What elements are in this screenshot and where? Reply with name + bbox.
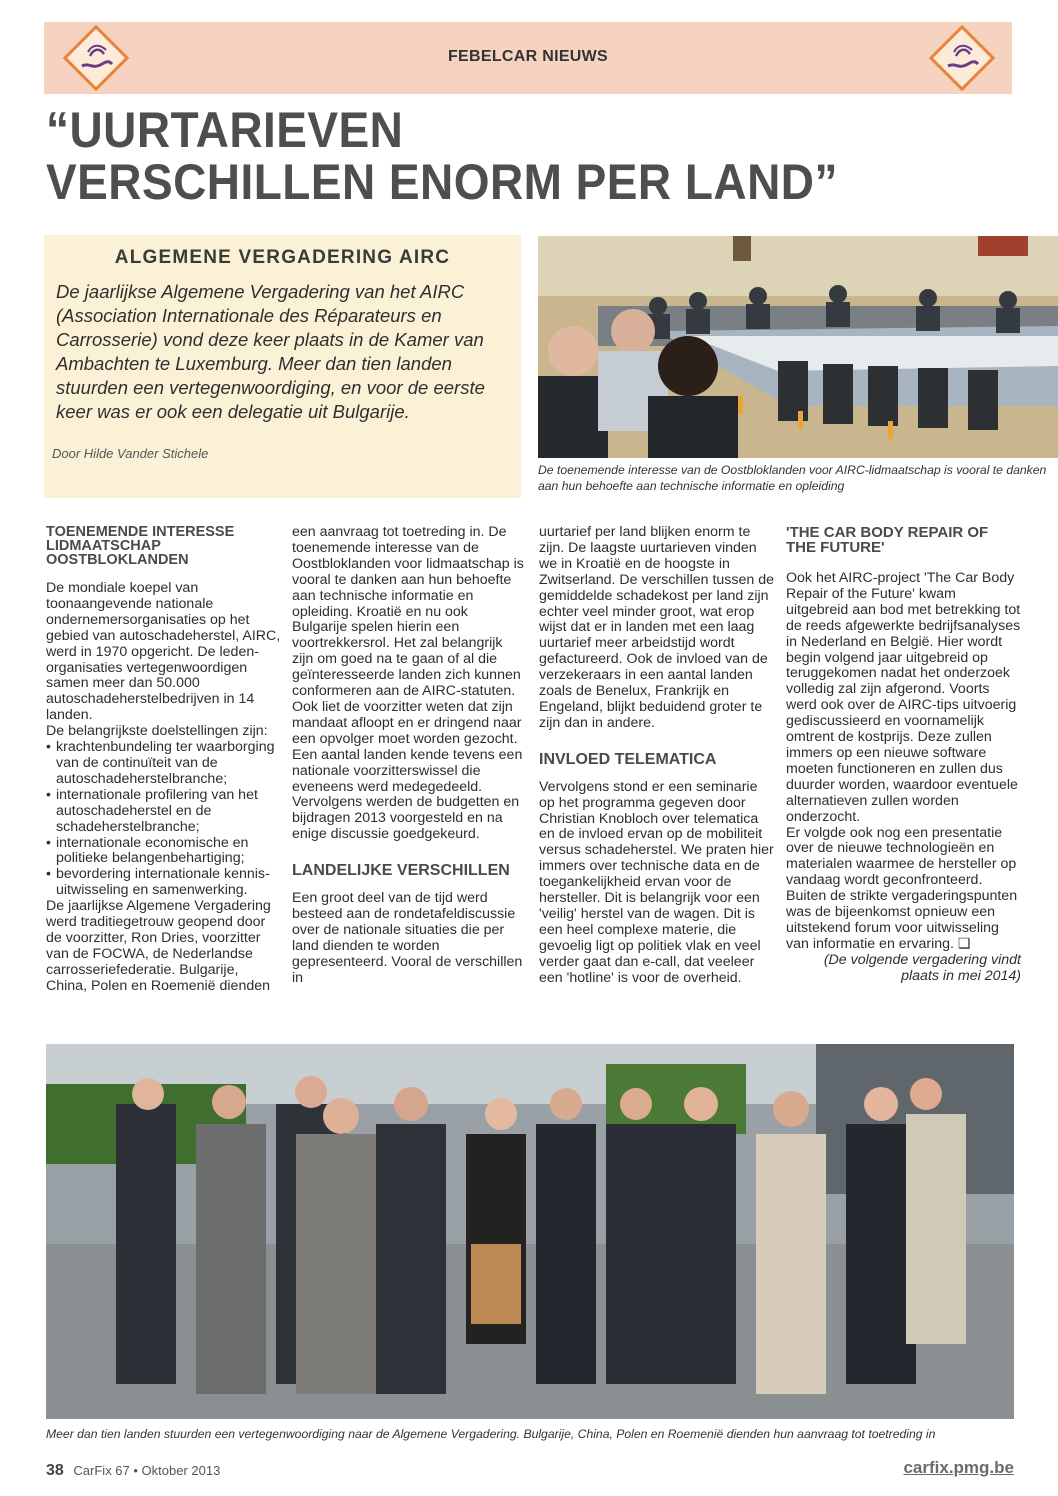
article-headline	[46, 104, 929, 208]
column-2	[292, 525, 527, 986]
col4-paragraph-2: Er volgde ook nog een presentatie over de nieuwe technologieën en materialen waarmee de hersteller op vandaag wordt geconfronteerd. Buiten de strikte vergaderingspunten was de bijeenkomst opnieuw een uitstekend forum voor uitwisseling van informatie en ervaring. ❑	[786, 824, 1018, 952]
group-photo	[46, 1044, 1014, 1419]
list-item: • internationale economische en politieke belangenbehartiging;	[46, 836, 281, 868]
top-photo-caption: De toenemende interesse van de Oostbloklanden voor AIRC-lidmaatschap is vooral te danken aan hun behoefte aan technische informatie en opleiding	[538, 463, 1047, 493]
next-meeting-note: (De volgende vergadering vindt plaats in mei 2014)	[823, 951, 1021, 984]
intro-title: ALGEMENE VERGADERING AIRC	[114, 247, 451, 268]
headline-line-1: “UURTARIEVEN	[46, 102, 404, 158]
list-item: • bevordering internationale kennis-uitwisseling en samenwerking.	[46, 867, 281, 899]
section-header	[44, 22, 1012, 94]
airc-logo-right	[926, 22, 998, 94]
col2-paragraph-2: Een groot deel van de tijd werd besteed aan de rondetafeldiscussie over de nationale situaties die per land dienden te worden gepresenteerd. Vooral de verschillen in	[292, 890, 523, 986]
website-link[interactable]: carfix.pmg.be	[903, 1458, 1014, 1477]
col4-paragraph-1: Ook het AIRC-project 'The Car Body Repair of the Future' kwam uitgebreid aan bod met betrekking tot de reeds afgewerkte bedrijfsanalyses in Nederland en België. Hier wordt begin volgend jaar uitgebreid op teruggekomen nadat het onderzoek volledig zal zijn afgerond. Voorts werd ook over de AIRC-tips uitvoerig gediscussieerd en voornamelijk omtrent de kostprijs. Deze zullen immers op een nieuwe software moeten functioneren en zullen dus duurder worden, waardoor eventuele alternatieven zullen worden onderzocht.	[786, 570, 1021, 825]
intro-text: De jaarlijkse Algemene Vergadering van het AIRC (Association Internationale des Réparateurs en Carrosserie) vond deze keer plaats in de Kamer van Ambachten te Luxemburg. Meer dan tien landen stuurden een vertegenwoordiging, en voor de eerste keer was er ook een delegatie uit Bulgarije.	[56, 281, 485, 422]
objectives-list	[46, 740, 281, 899]
column-3	[539, 525, 774, 986]
col3-paragraph-1: uurtarief per land blijken enorm te zijn. De laagste uurtarieven vinden we in Kroatië en de hoogste in Zwitserland. De verschillen tussen de gemiddelde schadekost per land zijn echter veel minder groot, wat erop wijst dat er in landen met een laag uurtarief meer arbeidstijd wordt gefactureerd. Ook de invloed van de verzekeraars in een aantal landen zoals de Benelux, Frankrijk en Engeland, blijkt beduidend groter te zijn dan in andere.	[539, 524, 774, 731]
col1-paragraph-1: De mondiale koepel van toonaangevende nationale ondernemersorganisaties op het gebied van autoschadeherstel, AIRC, werd in 1970 opgericht. De leden-organisaties vertegenwoordigen samen meer dan 50.000 autoschadeherstelbedrijven in 14 landen.	[46, 580, 281, 724]
col1-paragraph-3: De jaarlijkse Algemene Vergadering werd traditiegetrouw geopend door de voorzitter, Ron Dries, voorzitter van de FOCWA, de Nederlandse carrosseriefederatie. Bulgarije, China, Polen en Roemenië dienden	[46, 898, 271, 994]
column-4	[786, 525, 1021, 985]
col1-heading: TOENEMENDE INTERESSE LIDMAATSCHAP OOSTBLOKLANDEN	[46, 524, 235, 568]
col1-paragraph-2: De belangrijkste doelstellingen zijn:	[46, 723, 268, 740]
page-number: 38	[46, 1462, 64, 1479]
col2-paragraph-1: een aanvraag tot toetreding in. De toenemende interesse van de Oostbloklanden voor lidmaatschap is vooral te danken aan hun behoefte aan technische informatie en opleiding. Kroatië en nu ook Bulgarije spelen hierin een voortrekkersrol. Het zal belangrijk zijn om goed na te gaan of al die geïnteresseerde landen zich kunnen conformeren aan de AIRC-statuten. Ook liet de voorzitter weten dat zijn mandaat afloopt en er dringend naar een opvolger moet worden gezocht. Een aantal landen kende tevens een nationale voorzitterswissel die eveneens werd medegedeeld. Vervolgens werden de budgetten en bijdragen 2013 voorgesteld en na enige discussie goedgekeurd.	[292, 524, 524, 843]
column-1	[46, 525, 281, 995]
meeting-room-photo	[538, 236, 1058, 458]
byline: Door Hilde Vander Stichele	[52, 446, 209, 461]
issue-info: CarFix 67 • Oktober 2013	[73, 1463, 221, 1478]
col3-heading: INVLOED TELEMATICA	[539, 750, 717, 768]
col3-paragraph-2: Vervolgens stond er een seminarie op het programma gegeven door Christian Knobloch over telematica en de invloed ervan op de mobiliteit versus schadeherstel. We praten hier immers over technische data en de toegankelijkheid ervan voor de hersteller. Dit is belangrijk voor een 'veilig' herstel van de wagen. Dit is een heel complexe materie, die gevoelig ligt op politiek vlak en veel verder gaat dan e-call, dat veeleer een 'hotline' is voor de overheid.	[539, 778, 774, 986]
group-photo-caption: Meer dan tien landen stuurden een vertegenwoordiging naar de Algemene Vergadering. Bulgarije, China, Polen en Roemenië dienden hun aanvraag tot toetreding in	[46, 1427, 936, 1441]
page-footer-left	[46, 1462, 220, 1480]
col2-heading: LANDELIJKE VERSCHILLEN	[292, 862, 510, 880]
list-item: • krachtenbundeling ter waarborging van de continuïteit van de autoschadeherstelbranche;	[46, 740, 281, 788]
headline-line-2: VERSCHILLEN ENORM PER LAND”	[46, 154, 838, 210]
col4-heading: 'THE CAR BODY REPAIR OF THE FUTURE'	[786, 524, 989, 556]
section-label: FEBELCAR NIEUWS	[447, 48, 609, 65]
list-item: • internationale profilering van het autoschadeherstel en de schadeherstelbranche;	[46, 788, 281, 836]
